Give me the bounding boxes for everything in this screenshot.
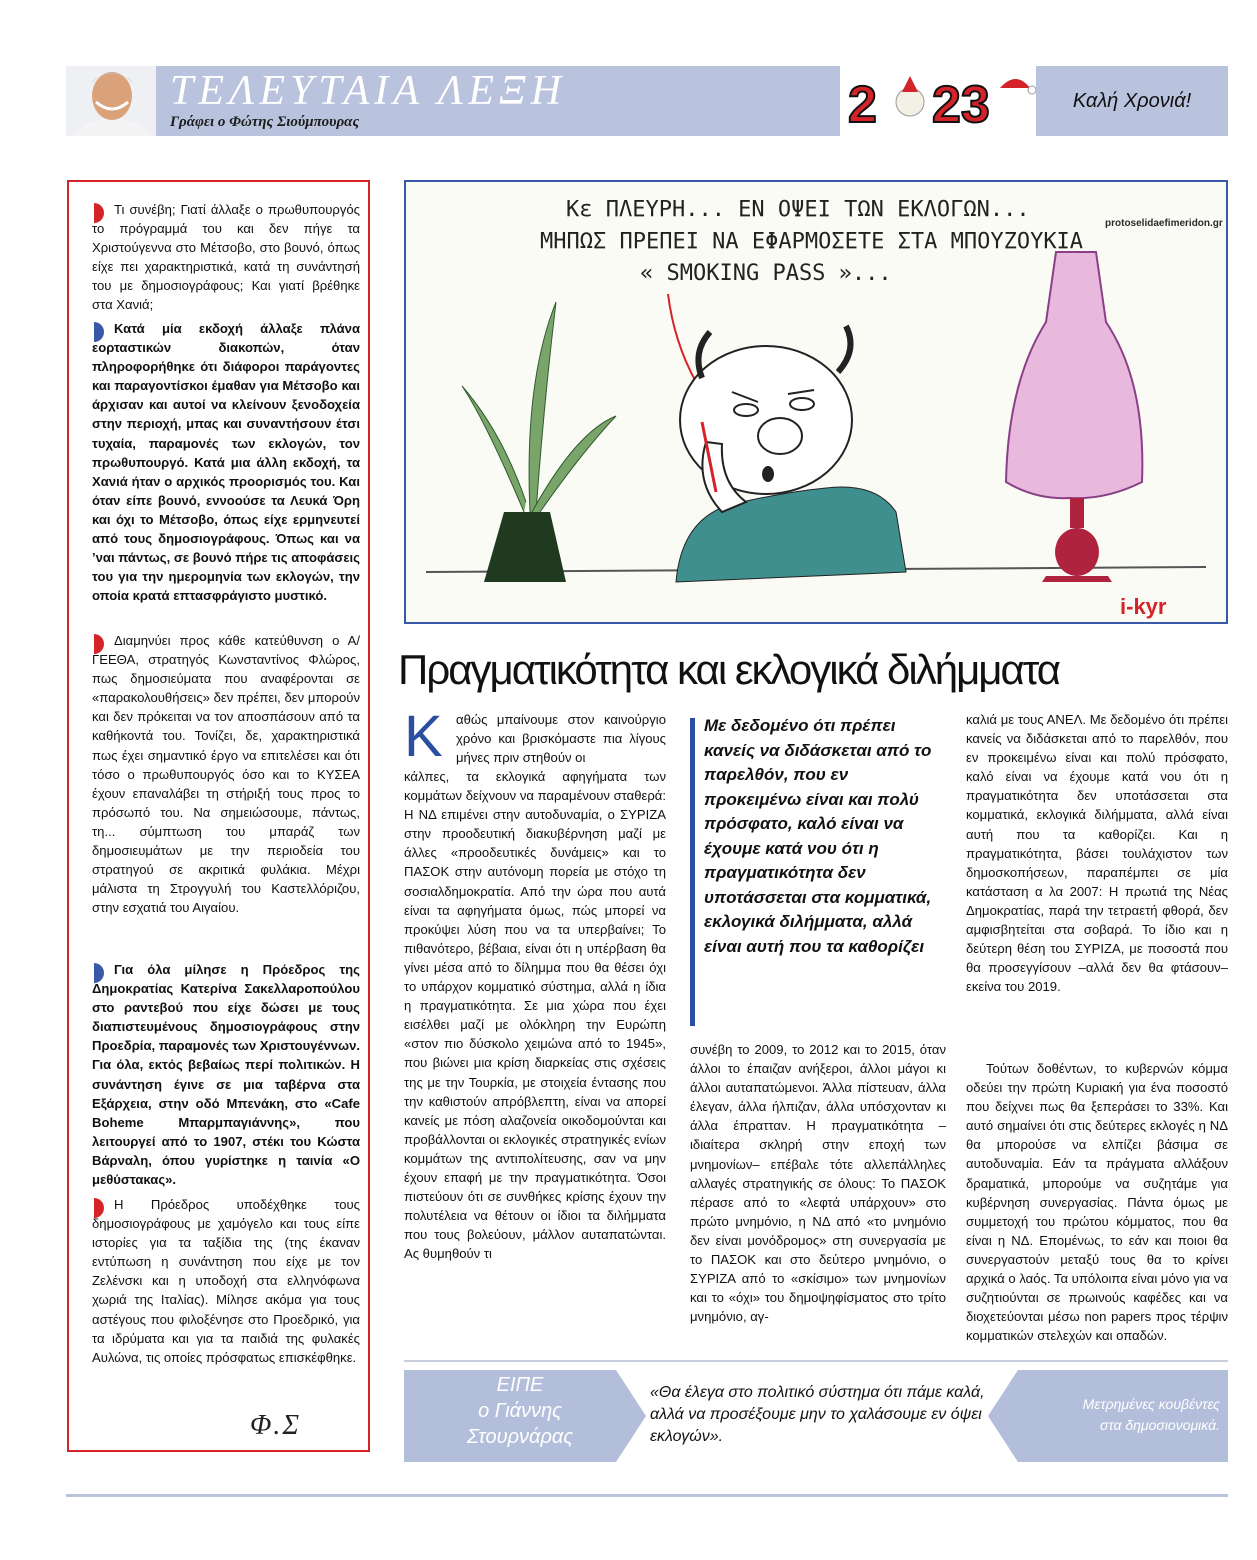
divider xyxy=(404,1360,1228,1362)
cartoon-caption-line-1: Κε ΠΛΕΥΡΗ... ΕΝ ΟΨΕΙ ΤΩΝ ΕΚΛΟΓΩΝ... xyxy=(566,197,1030,222)
cartoonist-signature: i-kyr xyxy=(1120,594,1167,619)
pull-quote: Με δεδομένο ότι πρέπει κανείς να διδάσκεται από το παρελθόν, που εν προκειμένω είναι και πολύ πρόσφατο, καλό είναι να έχουμε κατά νου ότι η πραγματικότητα δεν υποτάσσεται στα κομματικά, εκλογικά διλήμματα, αλλά είναι αυτή που τα καθορίζει xyxy=(704,716,932,956)
quote-speaker-line-2: ο Γιάννης xyxy=(478,1400,562,1422)
quote-comment-line-2: στα δημοσιονομικά. xyxy=(1100,1417,1220,1433)
quote-text: «Θα έλεγα στο πολιτικό σύστημα ότι πάμε καλά, αλλά να προσέξουμε μην το χαλάσουμε εν όψει εκλογών». xyxy=(650,1384,985,1445)
note-paragraph-5: Η Πρόεδρος υποδέχθηκε τους δημοσιογράφους με χαμόγελο και τους είπε ιστορίες για τα ταξίδια της (της έκαναν εντύπωση η συνάντηση που είχε με τον Ζελένσκι και η υποδοχή στα ελληνόφωνα χωριά της Ιταλίας). Μίλησε ακόμα για τους αστέγους που φιλοξένησε στο Προεδρικό, για τα ιδρύματα και για τα παιδιά της φυλακές Αυλώνα, τις οποίες πρόσφατως επισκέφθηκε. xyxy=(92,1197,360,1365)
drop-cap: Κ xyxy=(404,704,443,769)
year-right-digits: 23 xyxy=(932,76,990,134)
watermark: protoselidaefimeridon.gr xyxy=(1105,218,1223,229)
new-year-greeting: Καλή Χρονιά! xyxy=(1072,90,1192,112)
year-left-digit: 2 xyxy=(848,76,877,134)
author-initials: Φ.Σ xyxy=(250,1410,301,1441)
article-col3-paragraph-2: Τούτων δοθέντων, το κυβερνών κόμμα οδεύει την πρώτη Κυριακή για ένα ποσοστό που δείχνει πως θα ξεπεράσει το 33%. Και αυτό σημαίνει ότι στις δεύτερες εκλογές η ΝΔ θα μπορούσε να ελπίζει βάσιμα σε αυτοδυναμία. Εάν τα πράγματα αλλάξουν δραματικά, μπορούμε να συζητάμε για κυβέρνηση συνεργασίας. Πάντα όμως με συμμετοχή του πρώτου κόμματος, που θα είναι η ΝΔ. Επομένως, το εάν και ποιοι θα συνεργαστούν μεταξύ τους θα το κρίνει αρχικά ο λαός. Τα υπόλοιπα είναι μόνο για να συζητιούνται σε πρωινούς καφέδες και να διοχετεύονται μέσω non papers προς τέρψιν κομματικών στελεχών και οπαδών. xyxy=(966,1061,1228,1344)
cartoon-caption-line-2: ΜΗΠΩΣ ΠΡΕΠΕΙ ΝΑ ΕΦΑΡΜΟΣΕΤΕ ΣΤΑ ΜΠΟΥΖΟΥΚΙΑ xyxy=(540,229,1084,254)
quote-comment xyxy=(1030,1394,1220,1436)
pull-quote-bar xyxy=(690,718,695,1026)
quote-speaker-line-3: Στουρνάρας xyxy=(466,1426,574,1448)
article-col2-body: συνέβη το 2009, το 2012 και το 2015, όταν άλλοι το έπαιζαν ανήξεροι, άλλοι μάγοι κι άλλοι αυταπατώμενοι. Άλλα πίστευαν, άλλα έλεγαν, άλλα ήλπιζαν, άλλα υπόσχονταν κι άλλα έπρατταν. Η πραγματικότητα –ιδιαίτερα σκληρή στην εποχή των μνημονίων– επέβαλε τότε αλλεπάλληλες αλλαγές στρατηγικής σε όλους: Το ΠΑΣΟΚ πέρασε από το «λεφτά υπάρχουν» στο πρώτο μνημόνιο, η ΝΔ από «το μνημόνιο δεν είναι μονόδρομος» στη συνεργασία με το ΠΑΣΟΚ και στο δεύτερο μνημόνιο, ο ΣΥΡΙΖΑ από το «σκίσιμο» των μνημονίων και το «όχι» του δημοψηφίσματος στο τρίτο μνημόνιο, αγ- xyxy=(690,1042,946,1325)
article-col3-paragraph-1: καλιά με τους ΑΝΕΛ. Με δεδομένο ότι πρέπει κανείς να διδάσκεται από το παρελθόν, που εν προκειμένω είναι και πολύ πρόσφατο, καλό είναι να έχουμε κατά νου ότι η πραγματικότητα δεν υποτάσσεται στα κομματικά, εκλογικά διλήμματα, αλλά είναι αυτή που τα καθορίζει. Και η πραγματικότητα, βάσει τουλάχιστον των δημοσκοπήσεων, παραπέμπει σε μία κατάσταση α λα 2007: Η πρωτιά της Νέας Δημοκρατίας, παρά την τετραετή φθορά, δεν αμφισβητείται στα σοβαρά. Το ίδιο και η δεύτερη θέση του ΣΥΡΙΖΑ, με ποσοστά που θα προσεγγίσουν –αλλά δεν θα φτάσουν– εκείνα του 2019. xyxy=(966,712,1228,995)
cartoon xyxy=(404,180,1228,624)
article-col1-body: κάλπες, τα εκλογικά αφηγήματα των κομμάτων δείχνουν να παραμένουν σταθερά: Η ΝΔ επιμένει στην αυτοδυναμία, ο ΣΥΡΙΖΑ στην προοδευτική διακυβέρνηση μαζί με άλλες «προοδευτικές δυνάμεις» και το ΠΑΣΟΚ στην αυτόνομη πορεία με στόχο τη σοσιαλδημοκρατία. Από την ώρα που αυτά είναι τα αφηγήματα όμως, πώς μπορεί να προκύψει λύση που να τα υπερβαίνει; Το πιθανότερο, βέβαια, είναι ότι η υπέρβαση θα γίνει μέσα από το δίλημμα που θα θέσει όχι το υπάρχον κομματικό σύστημα, αλλά η ίδια η πραγματικότητα. Σε μια χώρα που έχει εισέλθει μαζί με ολόκληρη την Ευρώπη «στον πιο δύσκολο χειμώνα από το 1945», που βιώνει μια κρίση διαρκείας στις σχέσεις της με την Τουρκία, με στοιχεία έντασης που την καθιστούν απρόβλεπτη, είναι να απορεί κανείς με πόση αλαζονεία οικοδομούνται και προβάλλονται οι εκλογικές στρατηγικές ενίων κομμάτων της αντιπολίτευσης, σαν να μην έχουν επαφή με την πραγματικότητα. Όσοι πιστεύουν ότι σε συνθήκες κρίσης έχουν την πολυτέλεια να θέτουν οι ίδιοι τα διλήμματα που τους βολεύουν, μάλλον αυταπατώνται. Ας θυμηθούν τι xyxy=(404,769,666,1262)
column-title: ΤΕΛΕΥΤΑΙΑ ΛΕΞΗ xyxy=(170,68,567,114)
footer-rule xyxy=(66,1494,1228,1497)
note-paragraph-3: Διαμηνύει προς κάθε κατεύθυνση ο Α/ΓΕΕΘΑ, στρατηγός Κωνσταντίνος Φλώρος, πως δημοσιεύματα που αναφέρονται σε «παρακολουθήσεις» δεν πρέπει, δεν μπορούν και δεν πρόκειται να τον αποσπάσουν από τα καθήκοντά του. Τονίζει, δε, χαρακτηριστικά πως έχει σημαντικό έργο να επιτελέσει και ότι τόσο ο πρωθυπουργός όσο και το ΚΥΣΕΑ έχουν επαναλάβει τη στήριξή τους προς το πρόσωπό του. Να σημειώσουμε, πάντως, τη... σύμπτωση του μπαράζ των δημοσιευμάτων με την περιοδεία του στρατηγού σε ακριτικά φυλάκια. Μέχρι μάλιστα τη Στρογγυλή του Καστελλόριζου, στην εσχατιά του Αιγαίου. xyxy=(92,633,360,916)
article-headline: Πραγματικότητα και εκλογικά διλήμματα xyxy=(398,646,1060,693)
year-2023-graphic xyxy=(840,66,1036,136)
cartoon-caption-line-3: « SMOKING PASS »... xyxy=(640,261,892,286)
article-col1-lead: αθώς μπαίνουμε στον καινούργιο χρόνο και βρισκόμαστε πια λίγους μήνες πριν στηθούν οι xyxy=(456,712,666,766)
author-photo xyxy=(66,66,156,136)
quote-speaker xyxy=(430,1372,610,1450)
note-paragraph-4: Για όλα μίλησε η Πρόεδρος της Δημοκρατίας Κατερίνα Σακελλαροπούλου στο ραντεβού που είχε δώσει με τους διαπιστευμένους δημοσιογράφους στην Προεδρία, παραμονές των Χριστουγέννων. Για όλα, εκτός βεβαίως περί πολιτικών. Η συνάντηση έγινε σε μια ταβέρνα στα Εξάρχεια, στην οδό Μπενάκη, στο «Cafe Boheme Μπαρμπαγιάννης», που λειτουργεί από το 1907, στέκι του Κώστα Βάρναλη, όπου γυρίστηκε η ταινία «Ο μεθύστακας». xyxy=(92,962,360,1188)
quote-comment-line-1: Μετρημένες κουβέντες xyxy=(1082,1396,1220,1412)
note-paragraph-2: Κατά μία εκδοχή άλλαξε πλάνα εορταστικών διακοπών, όταν πληροφορήθηκε ότι διάφοροι παράγοντες και παραγοντίσκοι έμαθαν για Μέτσοβο και άρχισαν και αυτοί να κλείνουν ξενοδοχεία στην περιοχή, μπας και συναντήσουν έτσι τυχαία, παραμονές των εκλογών, τον πρωθυπουργό. Κατά μια άλλη εκδοχή, τα Χανιά ήταν ο αρχικός προορισμός του. Και όταν είπε βουνό, εννοούσε τα Λευκά Όρη και όχι το Μέτσοβο, όπως είχε ερμηνευτεί από τους δημοσιογράφους. Όπως και να ’ναι πάντως, σε βουνό πήρε τις αποφάσεις του για την ημερομηνία των εκλογών, την οποία κρατά επτασφράγιστο μυστικό. xyxy=(92,321,360,604)
author-byline: Γράφει ο Φώτης Σιούμπουρας xyxy=(170,114,360,130)
note-paragraph-1: Τι συνέβη; Γιατί άλλαξε ο πρωθυπουργός το πρόγραμμά του και δεν πήγε τα Χριστούγεννα στο Μέτσοβο, στο βουνό, όπως είχε πει χαρακτηριστικά, κατά τη συνάντησή του με δημοσιογράφους; Και γιατί βρέθηκε στα Χανιά; xyxy=(92,202,360,313)
quote-speaker-line-1: ΕΙΠΕ xyxy=(496,1374,544,1396)
